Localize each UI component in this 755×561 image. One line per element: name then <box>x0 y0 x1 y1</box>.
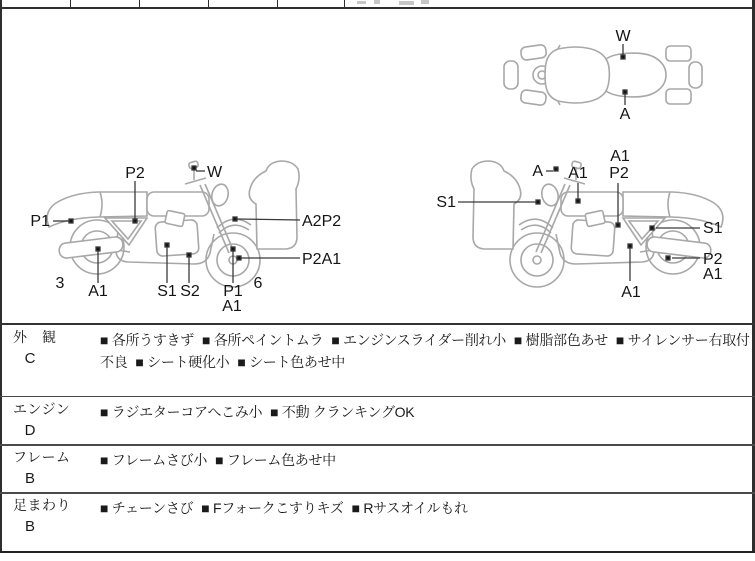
damage-label-p2: P2 <box>125 165 145 182</box>
damage-label-s1-rear: S1 <box>703 220 723 237</box>
section-label: 外 観 <box>13 329 57 345</box>
defect-item: ■ 樹脂部色あせ <box>513 332 608 348</box>
inspection-row <box>0 494 753 550</box>
inspection-row <box>0 398 753 444</box>
defect-item: ■ Fフォークこすりキズ <box>201 500 344 516</box>
damage-label-p2a1: P2A1 <box>302 251 342 268</box>
damage-label-a1-frame: A1 <box>610 148 630 165</box>
damage-label-a1-wheel: A1 <box>703 266 723 283</box>
damage-label-p2-frame: P2 <box>609 165 629 182</box>
section-label: 足まわり <box>13 497 71 513</box>
defect-list <box>100 498 750 520</box>
damage-label-a: A <box>532 163 543 180</box>
damage-label-a1-bottom: A1 <box>621 284 641 301</box>
defect-list <box>100 402 750 424</box>
section-cell <box>0 398 98 438</box>
damage-label-p1: P1 <box>30 213 50 230</box>
damage-label-p2-wheel: P2 <box>703 251 723 268</box>
damage-label-s2: S2 <box>180 283 200 300</box>
defect-item: ■ ラジエターコアへこみ小 <box>100 404 263 420</box>
defect-list <box>100 330 750 373</box>
grade-value: D <box>24 422 36 439</box>
damage-label-6: 6 <box>253 275 263 292</box>
defect-item: ■ サイレンサー右取付不良 <box>100 332 750 370</box>
damage-label-p1-fork: P1 <box>223 283 243 300</box>
section-label: フレーム <box>13 449 71 465</box>
damage-label-w: W <box>207 164 223 181</box>
damage-label-3: 3 <box>55 275 65 292</box>
defect-item: ■ エンジンスライダー削れ小 <box>331 332 506 348</box>
defect-item: ■ シート色あせ中 <box>237 353 346 370</box>
damage-label-s1-front: S1 <box>436 194 456 211</box>
section-cell <box>0 446 98 486</box>
defect-item: ■ シート硬化小 <box>135 353 230 370</box>
damage-label-s1: S1 <box>157 283 177 300</box>
defect-item: ■ チェーンさび <box>100 500 194 516</box>
defect-item: ■ 各所ペイントムラ <box>201 332 324 348</box>
section-cell <box>0 494 98 534</box>
damage-label-a1: A1 <box>88 283 108 300</box>
damage-label-a2p2: A2P2 <box>302 213 342 230</box>
damage-label-a1-tank: A1 <box>568 165 588 182</box>
inspection-row <box>0 446 753 492</box>
grade-value: B <box>24 470 35 487</box>
section-label: エンジン <box>13 401 71 417</box>
damage-label-w-top: W <box>615 28 631 45</box>
inspection-row <box>0 326 753 396</box>
defect-item: ■ Rサスオイルもれ <box>351 500 468 516</box>
section-cell <box>0 326 98 366</box>
damage-label-a1-fork: A1 <box>222 298 242 315</box>
damage-label-a-top: A <box>619 106 631 123</box>
grade-value: C <box>24 350 36 367</box>
defect-item: ■ 各所うすきず <box>100 332 194 348</box>
defect-item: ■ フレームさび小 <box>100 452 208 468</box>
grade-value: B <box>24 518 35 535</box>
defect-list <box>100 450 750 472</box>
defect-item: ■ フレーム色あせ中 <box>215 452 336 468</box>
defect-item: ■ 不動 クランキングOK <box>270 404 415 420</box>
